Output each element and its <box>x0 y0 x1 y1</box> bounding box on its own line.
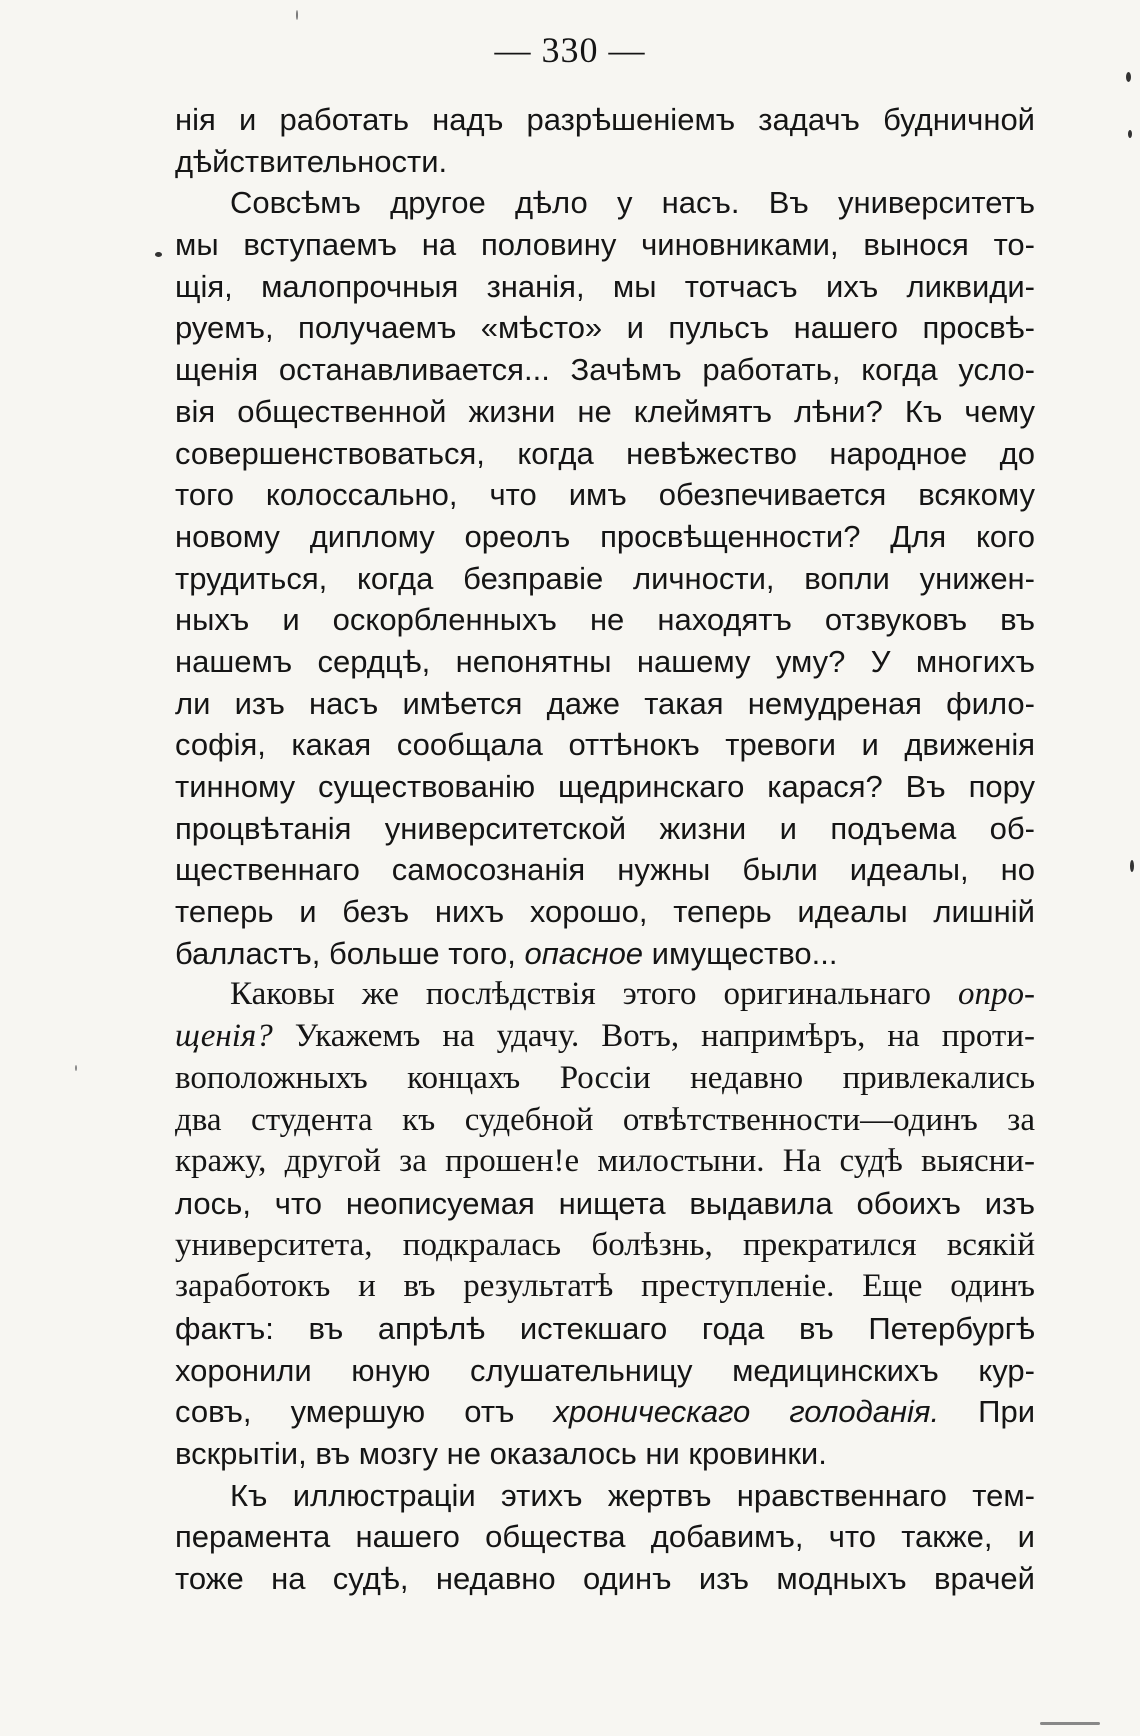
text-line: Къ иллюстраціи этихъ жертвъ нравственнаго тем- <box>230 1477 1035 1513</box>
text-run: совъ, умершую отъ <box>175 1394 554 1430</box>
text-line: щественнаго самосознанія нужны были идеалы, но <box>175 852 1035 888</box>
text-line: воположныхъ концахъ Россіи недавно привлекались <box>175 1059 1035 1096</box>
body-text <box>175 99 1035 1600</box>
text-line: щенія останавливается... Зачѣмъ работать, когда усло- <box>175 352 1035 388</box>
text-line <box>175 1391 1035 1433</box>
text-line: новому диплому ореолъ просвѣщенности? Для кого <box>175 518 1035 554</box>
scan-speck <box>1040 1722 1100 1725</box>
text-line: нашемъ сердцѣ, непонятны нашему уму? У многихъ <box>175 643 1035 679</box>
text-line <box>175 1016 1035 1058</box>
text-line: кражу, другой за прошен!е милостыни. На судѣ выясни- <box>175 1143 1035 1180</box>
italic-text: щенія? <box>175 1018 273 1055</box>
text-line: ли изъ насъ имѣется даже такая немудреная фило- <box>175 685 1035 721</box>
text-line: руемъ, получаемъ «мѣсто» и пульсъ нашего просвѣ- <box>175 310 1035 346</box>
scan-speck <box>1128 130 1132 138</box>
scan-speck <box>296 10 298 20</box>
text-line: нія и работать надъ разрѣшеніемъ задачъ будничной <box>175 102 1035 137</box>
italic-text: опасное <box>524 935 644 971</box>
scan-speck <box>1130 860 1134 872</box>
italic-text: опро- <box>958 976 1035 1013</box>
text-line: вія общественной жизни не клеймятъ лѣни? Къ чему <box>175 393 1035 429</box>
text-line: мы вступаемъ на половину чиновниками, вынося то- <box>175 227 1035 263</box>
text-line: два студента къ судебной отвѣтственности—одинъ за <box>175 1101 1035 1138</box>
text-line: процвѣтанія университетской жизни и подъема об- <box>175 810 1035 846</box>
text-line: перамента нашего общества добавимъ, что также, и <box>175 1519 1035 1555</box>
text-run: имущество... <box>643 935 838 971</box>
text-line: дѣйствительности. <box>175 143 448 179</box>
text-run: Каковы же послѣдствія этого оригинальнаго <box>230 976 958 1013</box>
text-line: теперь и безъ нихъ хорошо, теперь идеалы лишній <box>175 894 1035 930</box>
text-line: совершенствоваться, когда невѣжество народное до <box>175 435 1035 471</box>
text-line: софія, какая сообщала оттѣнокъ тревоги и движенія <box>175 727 1035 763</box>
text-line <box>175 974 1035 1016</box>
text-line: Совсѣмъ другое дѣло у насъ. Въ университетъ <box>230 185 1035 221</box>
text-line: ныхъ и оскорбленныхъ не находятъ отзвуковъ въ <box>175 602 1035 638</box>
text-line: заработокъ и въ результатѣ преступленіе. Еще одинъ <box>175 1268 1035 1305</box>
scan-speck <box>75 1065 77 1071</box>
text-line: фактъ: въ апрѣлѣ истекшаго года въ Петербургѣ <box>175 1310 1035 1346</box>
text-line: лось, что неописуемая нищета выдавила обоихъ изъ <box>175 1185 1035 1221</box>
text-run: балластъ, больше того, <box>175 935 525 971</box>
page-number: — 330 — <box>494 30 646 70</box>
text-line: университета, подкралась болѣзнь, прекратился всякій <box>175 1226 1035 1263</box>
text-line <box>175 933 1035 975</box>
text-line: трудиться, когда безправіе личности, вопли унижен- <box>175 560 1035 596</box>
text-line: вскрытіи, въ мозгу не оказалось ни кровинки. <box>175 1436 827 1471</box>
text-run: Укажемъ на удачу. Вотъ, напримѣръ, на проти- <box>272 1018 1035 1055</box>
italic-text: хроническаго голоданія. <box>553 1394 940 1430</box>
text-line: тинному существованію щедринскаго карася? Въ пору <box>175 769 1035 804</box>
scan-speck <box>155 252 162 257</box>
text-line: тоже на судѣ, недавно одинъ изъ модныхъ врачей <box>175 1561 1035 1597</box>
scan-speck <box>1126 72 1131 82</box>
text-line: щія, малопрочныя знанія, мы тотчасъ ихъ ликвиди- <box>175 268 1035 304</box>
text-line: того колоссально, что имъ обезпечивается всякому <box>175 477 1035 513</box>
text-line: хоронили юную слушательницу медицинскихъ кур- <box>175 1352 1035 1388</box>
text-run: При <box>939 1394 1036 1430</box>
